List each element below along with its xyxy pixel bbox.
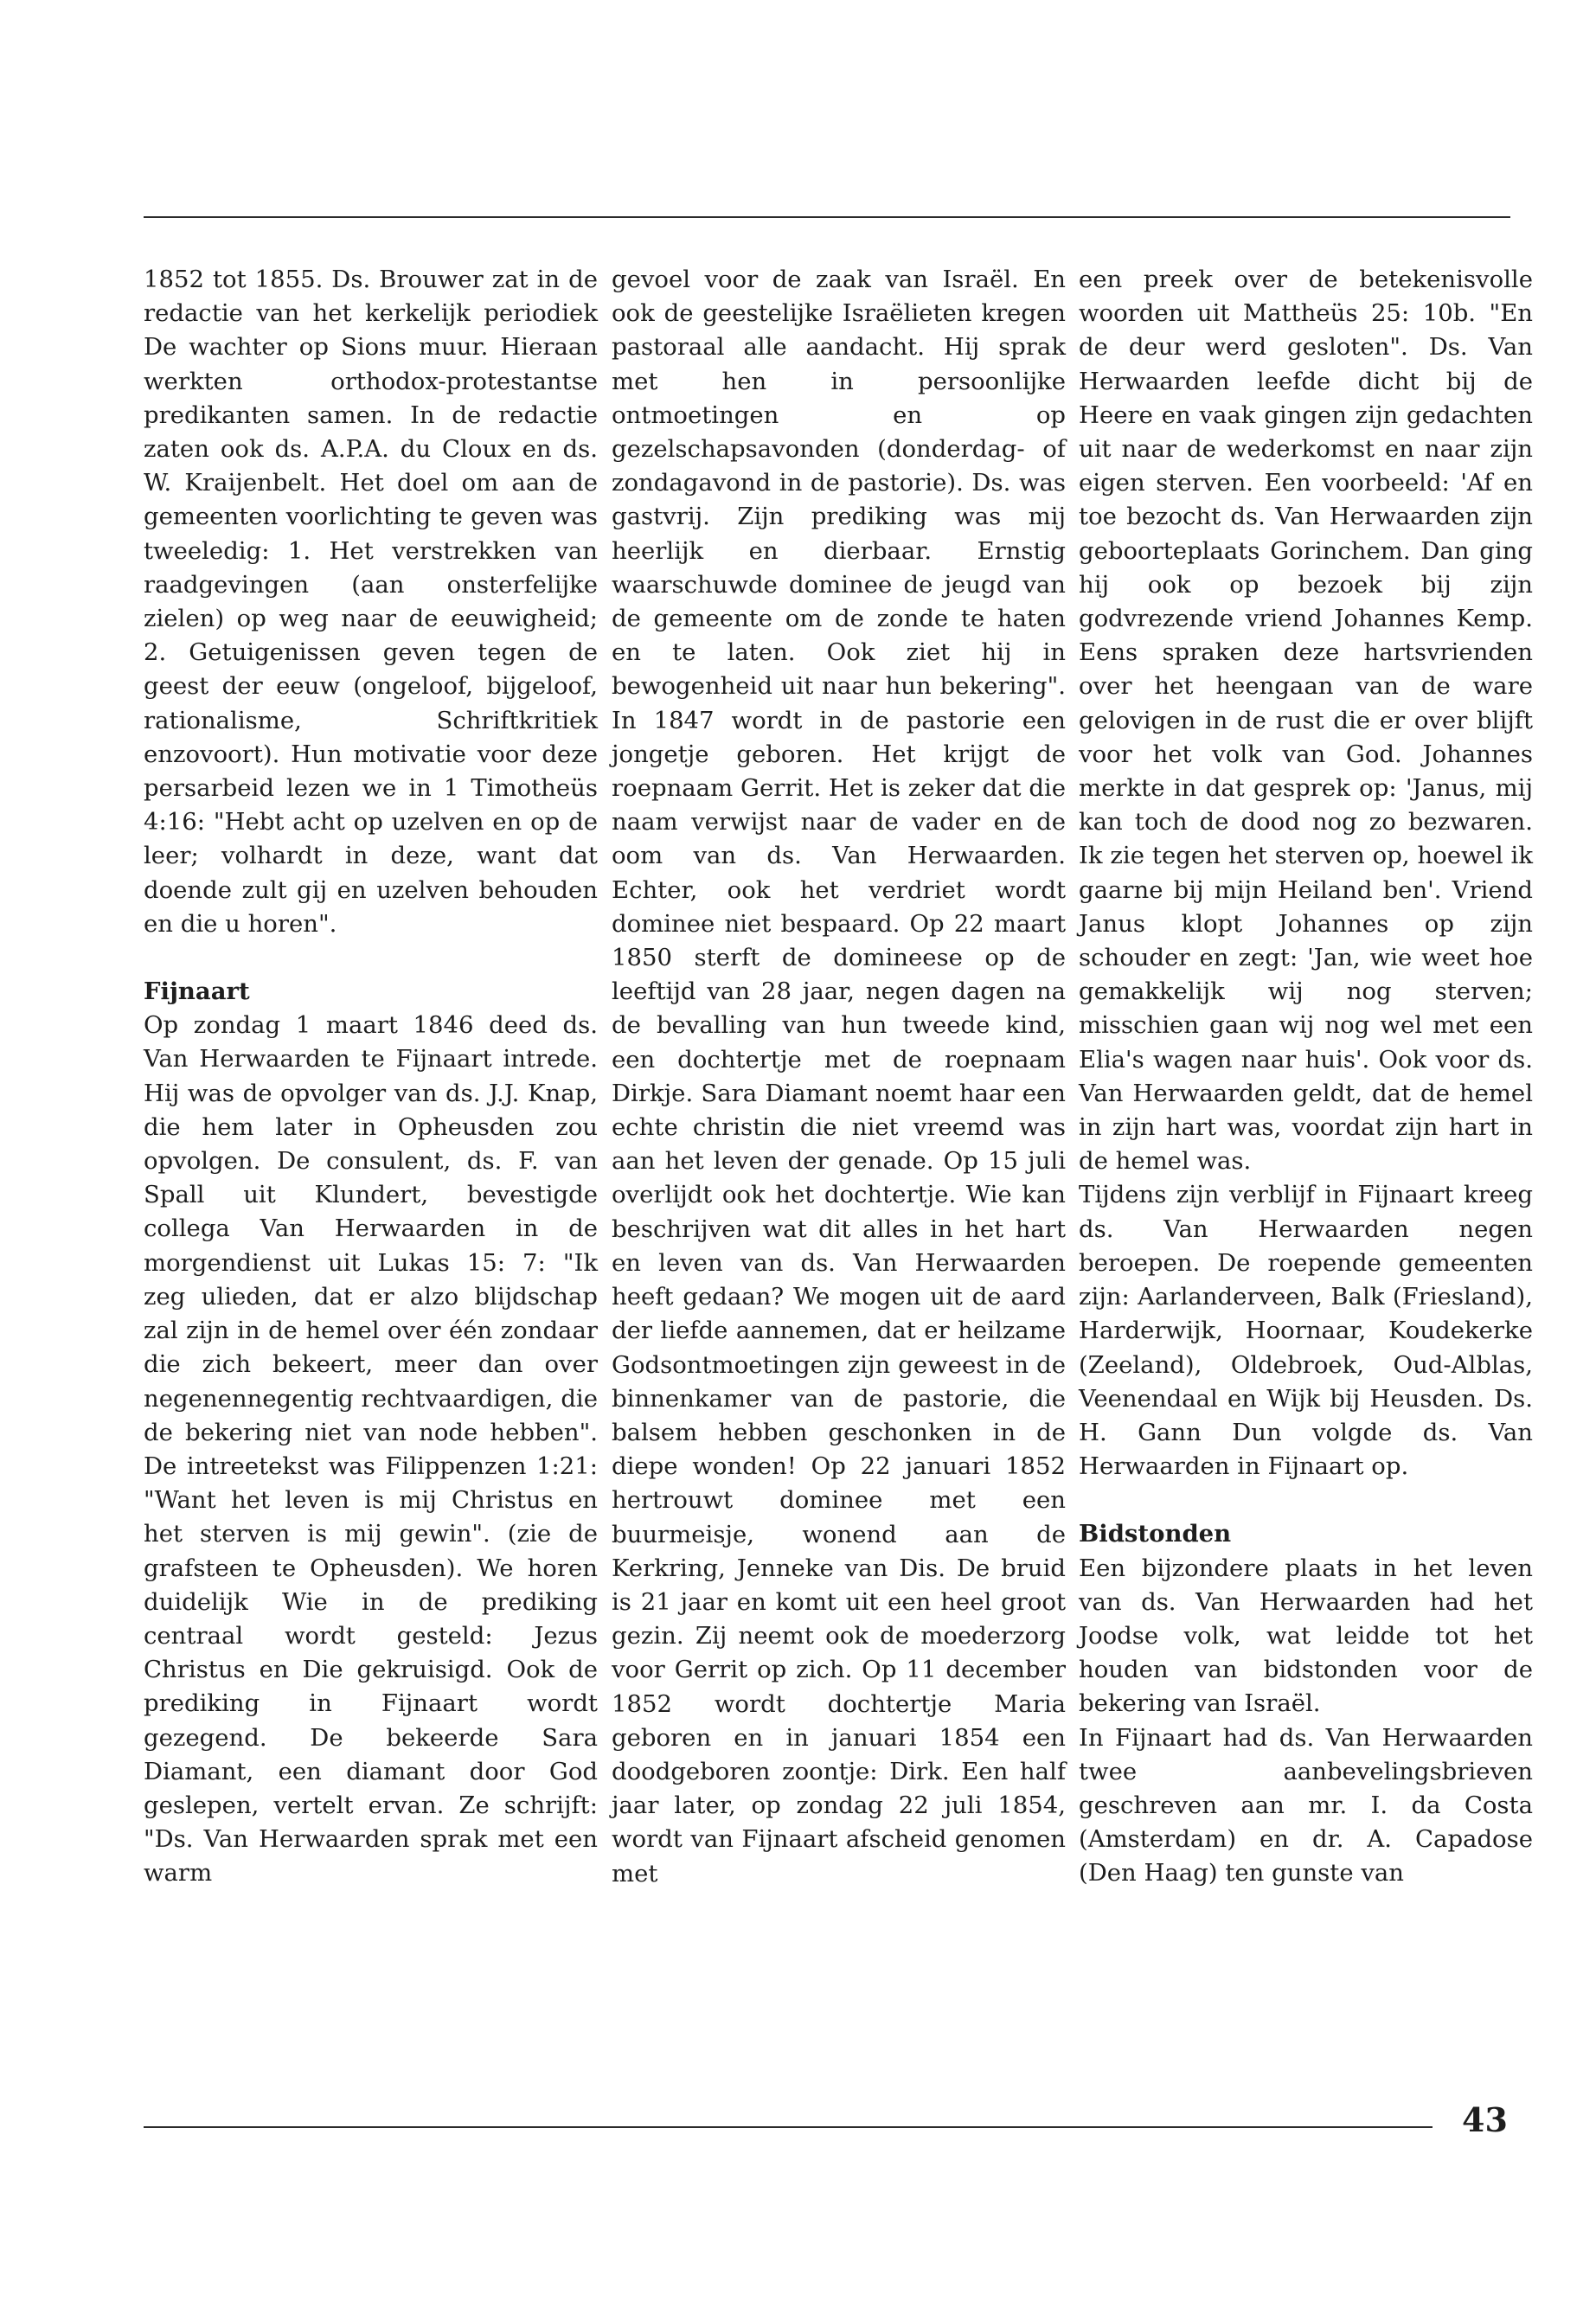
paragraph-gap — [144, 941, 598, 975]
section-heading-bidstonden: Bidstonden — [1079, 1520, 1232, 1548]
paragraph-gap — [1079, 1484, 1533, 1517]
paragraph: een preek over de betekenisvolle woorden uit Mattheüs 25: 10b. "En de deur werd gesloten". Ds. Van Herwaarden leefde dicht bij de Heere en vaak gingen zijn gedachten uit naar de wederkomst en naar zijn eigen sterven. Een voorbeeld: 'Af en toe bezocht ds. Van Herwaarden zijn geboorteplaats Gorinchem. Dan ging hij ook op bezoek bij zijn godvrezende vriend Johannes Kemp. Eens spraken deze hartsvrienden over het heengaan van de ware gelovigen in de rust die er over blijft voor het volk van God. Johannes merkte in dat gesprek op: 'Janus, mij kan toch de dood nog zo bezwaren. Ik zie tegen het sterven op, hoewel ik gaarne bij mijn Heiland ben'. Vriend Janus klopt Johannes op zijn schouder en zegt: 'Jan, wie weet hoe gemakkelijk wij nog sterven; misschien gaan wij nog wel met een Elia's wagen naar huis'. Ook voor ds. Van Herwaarden geldt, dat de hemel in zijn hart was, voordat zijn hart in de hemel was. — [1079, 266, 1533, 1176]
paragraph: Tijdens zijn verblijf in Fijnaart kreeg ds. Van Herwaarden negen beroepen. De roepende gemeenten zijn: Aarlanderveen, Balk (Friesland), Harderwijk, Hoornaar, Koudekerke (Zeeland), Oldebroek, Oud-Alblas, Veenendaal en Wijk bij Heusden. Ds. H. Gann Dun volgde ds. Van Herwaarden in Fijnaart op. — [1079, 1181, 1533, 1481]
paragraph: Een bijzondere plaats in het leven van ds. Van Herwaarden had het Joodse volk, wat leidde tot het houden van bidstonden voor de bekering van Israël. — [1079, 1554, 1533, 1718]
paragraph: In Fijnaart had ds. Van Herwaarden twee aanbevelingsbrieven geschreven aan mr. I. da Costa (Amsterdam) en dr. A. Capadose (Den Haag) ten gunste van — [1079, 1723, 1533, 1888]
bottom-rule — [144, 2126, 1433, 2128]
column-3 — [1079, 263, 1533, 1891]
column-2 — [612, 263, 1066, 1891]
paragraph: Op zondag 1 maart 1846 deed ds. Van Herwaarden te Fijnaart intrede. Hij was de opvolger van ds. J.J. Knap, die hem later in Opheusden zou opvolgen. De consulent, ds. F. van Spall uit Klundert, bevestigde collega Van Herwaarden in de morgendienst uit Lukas 15: 7: "Ik zeg ulieden, dat er alzo blijdschap zal zijn in de hemel over één zondaar die zich bekeert, meer dan over negenennegentig rechtvaardigen, die de bekering niet van node hebben". De intreetekst was Filippenzen 1:21: "Want het leven is mij Christus en het sterven is mij gewin". (zie de grafsteen te Opheusden). We horen duidelijk Wie in de prediking centraal wordt gesteld: Jezus Christus en Die gekruisigd. Ook de prediking in Fijnaart wordt gezegend. De bekeerde Sara Diamant, een diamant door God geslepen, vertelt ervan. Ze schrijft: "Ds. Van Herwaarden sprak met een warm — [144, 1011, 598, 1888]
paragraph: 1852 tot 1855. Ds. Brouwer zat in de redactie van het kerkelijk periodiek De wachter op Sions muur. Hieraan werkten orthodox-protestantse predikanten samen. In de redactie zaten ook ds. A.P.A. du Cloux en ds. W. Kraijenbelt. Het doel om aan de gemeenten voorlichting te geven was tweeledig: 1. Het verstrekken van raadgevingen (aan onsterfelijke zielen) op weg naar de eeuwigheid; 2. Getuigenissen geven tegen de geest der eeuw (ongeloof, bijgeloof, rationalisme, Schriftkritiek enzovoort). Hun motivatie voor deze persarbeid lezen we in 1 Timotheüs 4:16: "Hebt acht op uzelven en op de leer; volhardt in deze, want dat doende zult gij en uzelven behouden en die u horen". — [144, 266, 598, 938]
paragraph: gevoel voor de zaak van Israël. En ook de geestelijke Israëlieten kregen pastoraal alle aandacht. Hij sprak met hen in persoonlijke ontmoetingen en op gezelschapsavonden (donderdag- of zondagavond in de pastorie). Ds. was gastvrij. Zijn prediking was mij heerlijk en dierbaar. Ernstig waarschuwde dominee de jeugd van de gemeente om de zonde te haten en te laten. Ook ziet hij in bewogenheid uit naar hun bekering". In 1847 wordt in de pastorie een jongetje geboren. Het krijgt de roepnaam Gerrit. Het is zeker dat die naam verwijst naar de vader en de oom van ds. Van Herwaarden. Echter, ook het verdriet wordt dominee niet bespaard. Op 22 maart 1850 sterft de domineese op de leeftijd van 28 jaar, negen dagen na de bevalling van hun tweede kind, een dochtertje met de roepnaam Dirkje. Sara Diamant noemt haar een echte christin die niet vreemd was aan het leven der genade. Op 15 juli overlijdt ook het dochtertje. Wie kan beschrijven wat dit alles in het hart en leven van ds. Van Herwaarden heeft gedaan? We mogen uit de aard der liefde aannemen, dat er heilzame Godsontmoetingen zijn geweest in de binnenkamer van de pastorie, die balsem hebben geschonken in de diepe wonden! Op 22 januari 1852 hertrouwt dominee met een buurmeisje, wonend aan de Kerkring, Jenneke van Dis. De bruid is 21 jaar en komt uit een heel groot gezin. Zij neemt ook de moederzorg voor Gerrit op zich. Op 11 december 1852 wordt dochtertje Maria geboren en in januari 1854 een doodgeboren zoontje: Dirk. Een half jaar later, op zondag 22 juli 1854, wordt van Fijnaart afscheid genomen met — [612, 266, 1066, 1888]
section-heading-fijnaart: Fijnaart — [144, 977, 250, 1006]
column-1 — [144, 263, 598, 1891]
page-number: 43 — [1462, 2100, 1508, 2139]
top-rule — [144, 216, 1510, 218]
